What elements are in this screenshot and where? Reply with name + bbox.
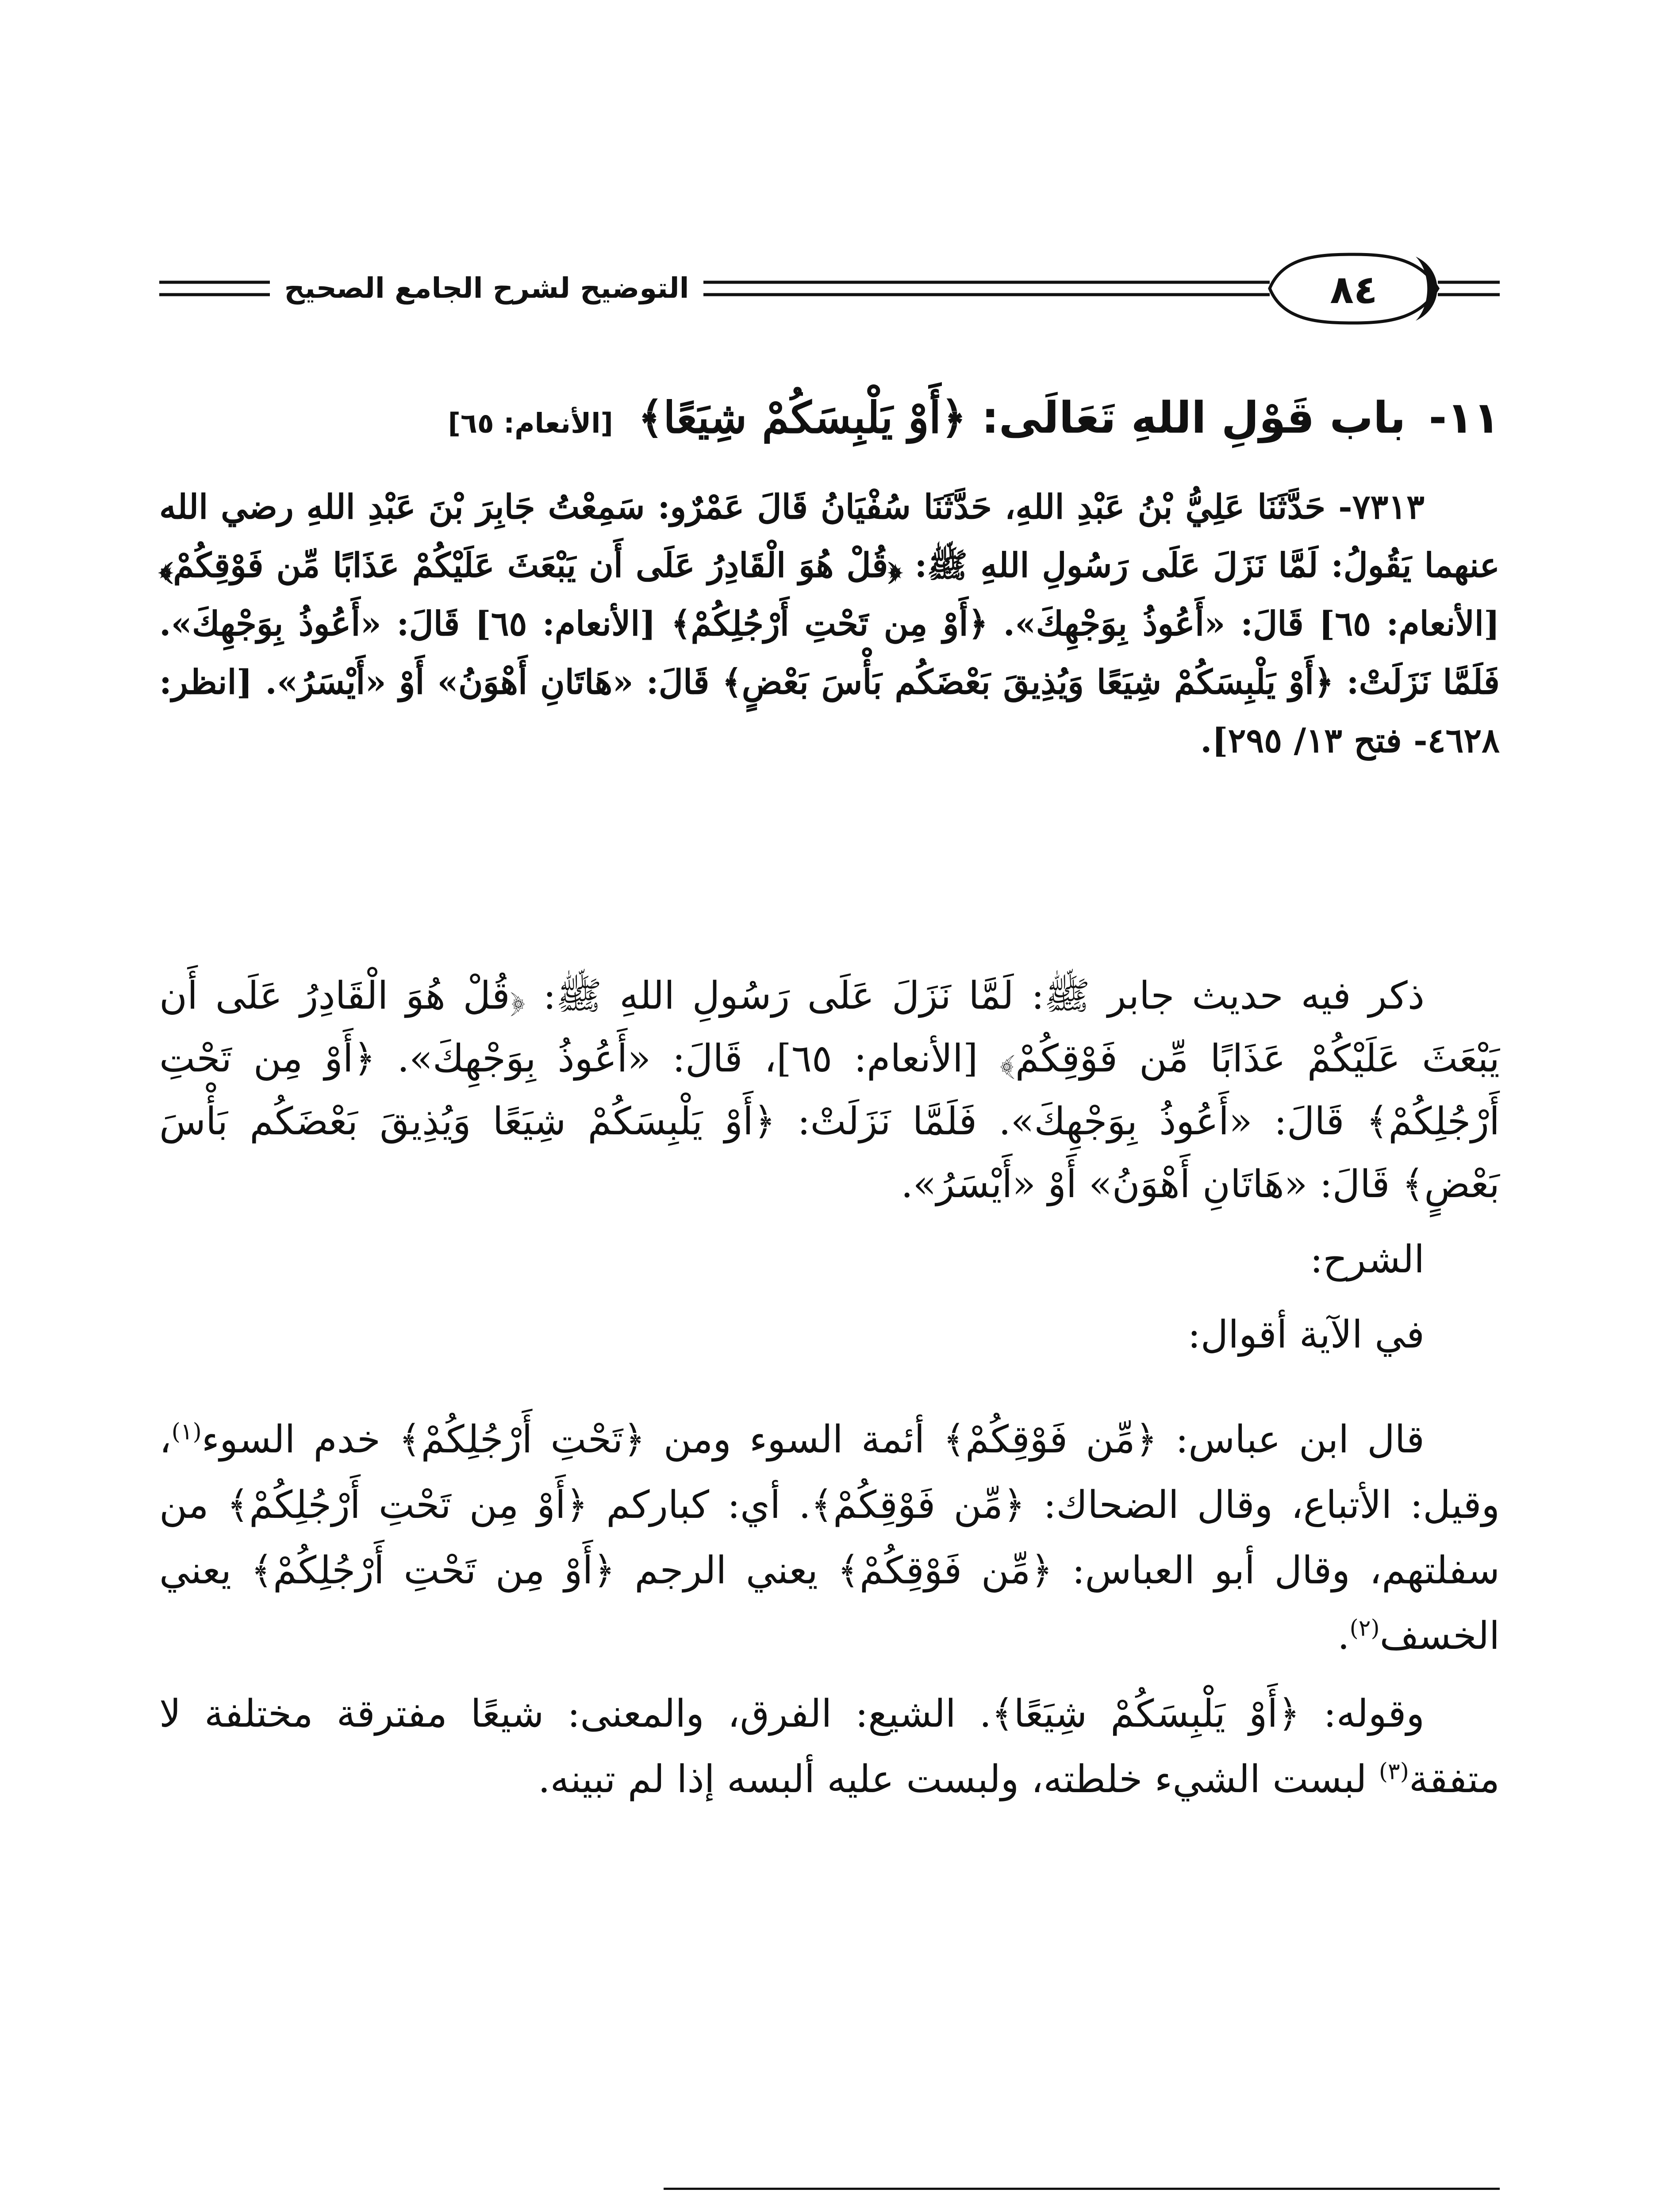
chapter-reference: [الأنعام: ٦٥] — [448, 407, 613, 439]
hadith-text: ٧٣١٣- حَدَّثَنَا عَلِيُّ بْنُ عَبْدِ اللهِ، حَدَّثَنَا سُفْيَانُ قَالَ عَمْرٌو: سَمِعْتُ جَابِرَ بْنَ عَبْدِ اللهِ رضي الله عنهما يَقُولُ: لَمَّا نَزَلَ عَلَى رَسُولِ اللهِ ﷺ: ﴿قُلْ هُوَ الْقَادِرُ عَلَى أَن يَبْعَثَ عَلَيْكُمْ عَذَابًا مِّن فَوْقِكُمْ﴾ [الأنعام: ٦٥] قَالَ: «أَعُوذُ بِوَجْهِكَ». ﴿أَوْ مِن تَحْتِ أَرْجُلِكُمْ﴾ [الأنعام: ٦٥] قَالَ: «أَعُوذُ بِوَجْهِكَ». فَلَمَّا نَزَلَتْ: ﴿أَوْ يَلْبِسَكُمْ شِيَعًا وَيُذِيقَ بَعْضَكُم بَأْسَ بَعْضٍ﴾ قَالَ: «هَاتَانِ أَهْوَنُ» أَوْ «أَيْسَرُ». [انظر: ٤٦٢٨- فتح ١٣/ ٢٩٥]. — [159, 487, 1500, 760]
sharh-label: الشرح: — [1310, 1237, 1425, 1282]
chapter-prefix: باب قَوْلِ اللهِ تَعَالَى: — [981, 393, 1406, 443]
paragraph-1-part-b: ، وقيل: الأتباع، وقال الضحاك: ﴿مِّن فَوْقِكُمْ﴾. أي: كباركم ﴿أَوْ مِن تَحْتِ أَرْجُلِكُمْ﴾ من سفلتهم، وقال أبو العباس: ﴿مِّن فَوْقِكُمْ﴾ يعني الرجم ﴿أَوْ مِن تَحْتِ أَرْجُلِكُمْ﴾ يعني الخسف — [159, 1417, 1500, 1658]
chapter-number: ١١- — [1429, 393, 1500, 443]
footnote-divider — [664, 2188, 1500, 2190]
chapter-heading — [274, 380, 1500, 461]
commentary-paragraph-2 — [159, 1681, 1500, 1812]
paragraph-1-part-c: . — [1337, 1614, 1350, 1658]
page-number: ٨٤ — [1330, 267, 1378, 312]
hadith-block — [159, 478, 1500, 770]
commentary-paragraph-1 — [159, 1407, 1500, 1669]
paragraph-2-part-b: لبست الشيء خلطته، ولبست عليه ألبسه إذا لم تبينه. — [538, 1757, 1379, 1801]
chapter-verse: ﴿أَوْ يَلْبِسَكُمْ شِيَعًا﴾ — [637, 392, 967, 443]
paragraph-2-part-a: وقوله: ﴿أَوْ يَلْبِسَكُمْ شِيَعًا﴾. الشيع: الفرق، والمعنى: شيعًا مفترقة مختلفة لا متفقة — [159, 1692, 1500, 1801]
commentary-paragraphs — [159, 1407, 1500, 1812]
footnote-ref-2[interactable]: (٢) — [1349, 1615, 1380, 1642]
footnote-ref-3[interactable]: (٣) — [1379, 1758, 1409, 1785]
commentary-intro: ذكر فيه حديث جابر ﷺ: لَمَّا نَزَلَ عَلَى رَسُولِ اللهِ ﷺ: ﴿قُلْ هُوَ الْقَادِرُ عَلَى أَن يَبْعَثَ عَلَيْكُمْ عَذَابًا مِّن فَوْقِكُمْ﴾ [الأنعام: ٦٥]، قَالَ: «أَعُوذُ بِوَجْهِكَ». ﴿أَوْ مِن تَحْتِ أَرْجُلِكُمْ﴾ قَالَ: «أَعُوذُ بِوَجْهِكَ». فَلَمَّا نَزَلَتْ: ﴿أَوْ يَلْبِسَكُمْ شِيَعًا وَيُذِيقَ بَعْضَكُم بَأْسَ بَعْضٍ﴾ قَالَ: «هَاتَانِ أَهْوَنُ» أَوْ «أَيْسَرُ». — [159, 974, 1500, 1206]
paragraph-1-part-a: قال ابن عباس: ﴿مِّن فَوْقِكُمْ﴾ أئمة السوء ومن ﴿تَحْتِ أَرْجُلِكُمْ﴾ خدم السوء — [201, 1417, 1425, 1462]
book-title: التوضيح لشرح الجامع الصحيح — [270, 266, 703, 311]
aqwal-label: في الآية أقوال: — [1187, 1313, 1425, 1357]
running-header — [159, 239, 1500, 341]
commentary-block — [159, 964, 1500, 1366]
footnote-ref-1[interactable]: (١) — [171, 1418, 202, 1445]
